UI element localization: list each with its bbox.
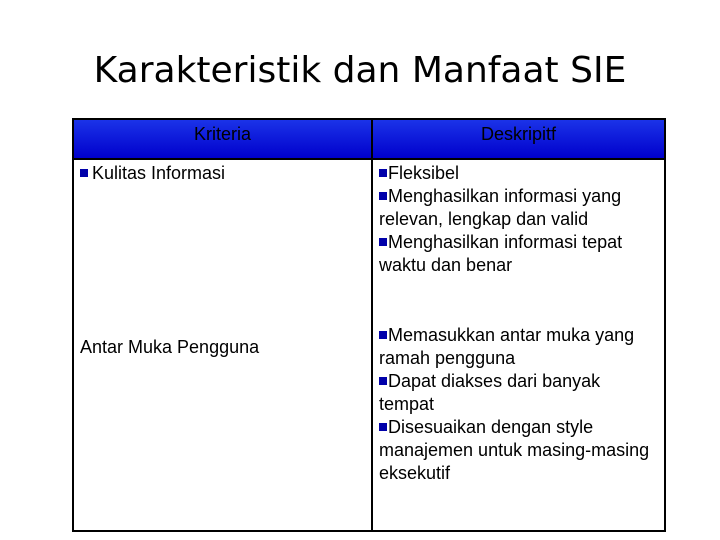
list-item: Dapat diakses dari banyak tempat [379, 371, 601, 414]
square-bullet-icon [379, 423, 387, 431]
table-header-row [74, 120, 664, 160]
row-1-descriptions [379, 162, 659, 277]
square-bullet-icon [80, 169, 88, 177]
criterion-label: Kulitas Informasi [92, 163, 226, 183]
criterion-label: Antar Muka Pengguna [80, 337, 260, 357]
row-2-descriptions [379, 324, 659, 485]
list-item: Menghasilkan informasi tepat waktu dan benar [379, 232, 623, 275]
row-1-criterion [80, 162, 365, 185]
row-2-criterion [80, 336, 365, 359]
header-description: Deskripitf [480, 124, 556, 144]
column-divider [371, 120, 373, 530]
square-bullet-icon [379, 169, 387, 177]
slide-title: Karakteristik dan Manfaat SIE [93, 50, 627, 91]
header-criteria: Kriteria [193, 124, 251, 144]
criteria-table [72, 118, 666, 532]
list-item: Disesuaikan dengan style manajemen untuk masing-masing eksekutif [379, 417, 650, 483]
list-item: Memasukkan antar muka yang ramah pengguna [379, 325, 635, 368]
square-bullet-icon [379, 331, 387, 339]
square-bullet-icon [379, 192, 387, 200]
square-bullet-icon [379, 377, 387, 385]
square-bullet-icon [379, 238, 387, 246]
list-item: Menghasilkan informasi yang relevan, lengkap dan valid [379, 186, 622, 229]
list-item: Fleksibel [379, 162, 659, 185]
